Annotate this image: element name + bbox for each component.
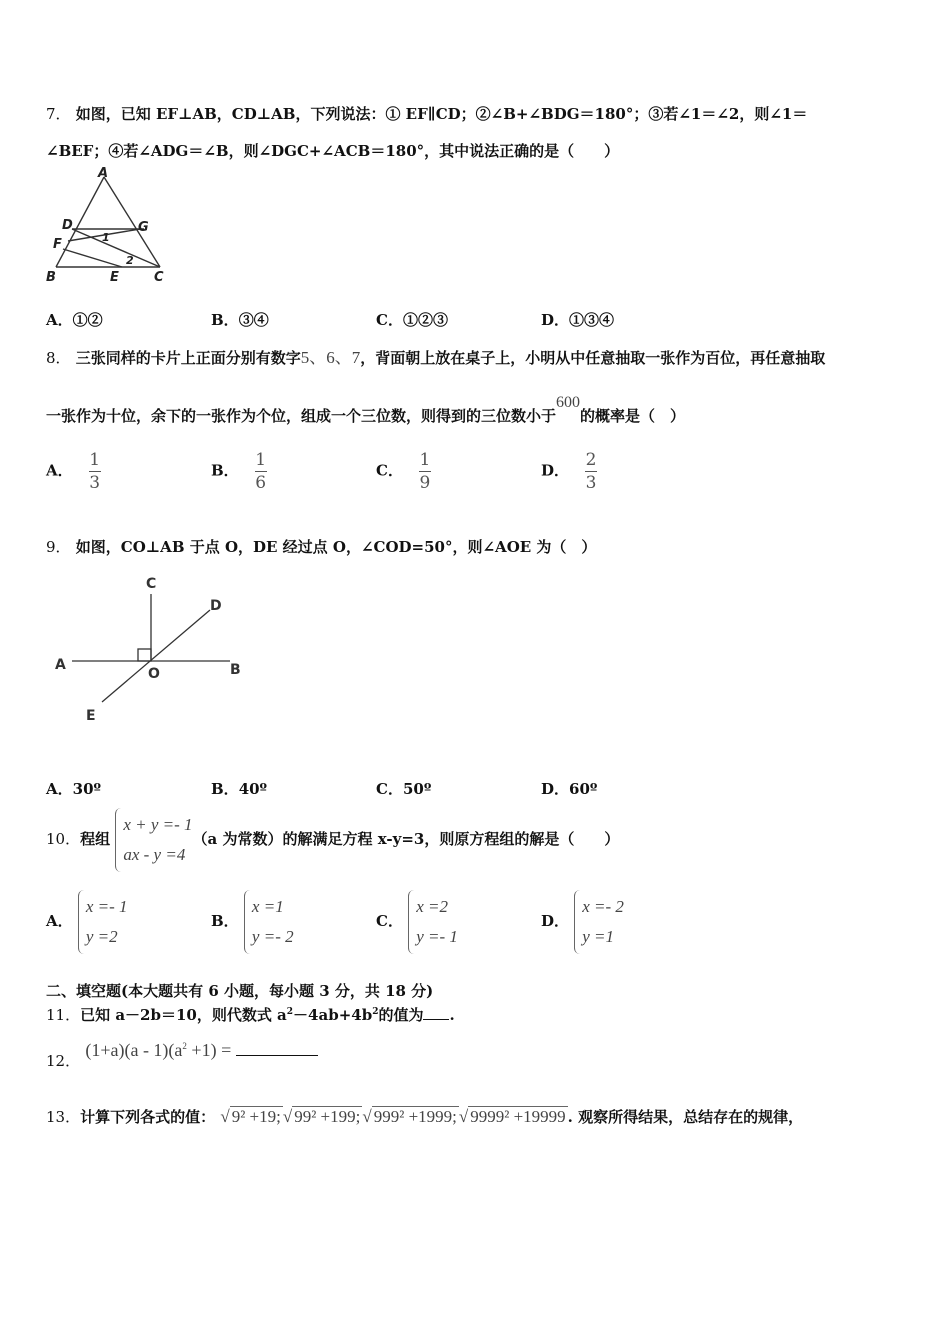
- q10-option-b[interactable]: [211, 890, 294, 954]
- q12-expr-b: +1) =: [186, 1040, 232, 1060]
- q9-stem: 如图，CO⊥AB 于点 O，DE 经过点 O，∠COD=50°，则∠AOE 为（ ）: [75, 538, 597, 556]
- q10-option-c-label: C．: [376, 912, 403, 930]
- q9-option-b[interactable]: [211, 778, 267, 799]
- q8-stem-d: 的概率是（ ）: [580, 407, 686, 425]
- q11-line: [46, 1004, 455, 1025]
- q7-option-b[interactable]: [211, 309, 269, 330]
- q9-label-o: O: [148, 666, 160, 682]
- q9-option-c-label: C．: [376, 780, 403, 798]
- q10-option-a-l2: y =2: [85, 927, 118, 946]
- q7-option-c-text: ①②③: [402, 311, 448, 329]
- q10-option-b-system: [244, 890, 294, 954]
- q9-figure: [50, 572, 250, 727]
- q11-sup1: 2: [286, 1007, 294, 1017]
- q8-option-c-fraction: [419, 450, 431, 493]
- q8-option-b-den: 6: [255, 473, 267, 493]
- q10-eq1: x + y =- 1: [123, 815, 193, 834]
- q9-number: 9．: [46, 538, 71, 556]
- q9-label-d: D: [210, 598, 222, 614]
- q8-option-c-den: 9: [419, 473, 431, 493]
- q11-tail: .: [449, 1006, 455, 1024]
- q10-option-a-l1: x =- 1: [85, 897, 128, 916]
- q10-option-a-label: A．: [46, 912, 73, 930]
- q8-stem-c: 一张作为十位，余下的一张作为个位，组成一个三位数，则得到的三位数小于: [46, 407, 557, 425]
- q8-option-a-fraction: [89, 450, 101, 493]
- q8-stem-a: 三张同样的卡片上正面分别有数字: [75, 349, 301, 367]
- q7-label-1: 1: [102, 231, 110, 244]
- section-2-heading: 二、填空题(本大题共有 6 小题，每小题 3 分，共 18 分): [46, 982, 434, 1000]
- q11-text-a: 已知 a－2b＝10，则代数式 a: [80, 1006, 287, 1024]
- q10-number: 10．: [46, 830, 81, 848]
- q10-option-c[interactable]: [376, 890, 458, 954]
- q13-line: [46, 1106, 803, 1127]
- q9-label-e: E: [86, 708, 96, 724]
- q7-number: 7．: [46, 105, 71, 123]
- q13-root-2: √ 99² +199;: [282, 1107, 361, 1126]
- q12-answer-blank[interactable]: [236, 1055, 318, 1056]
- q10-option-b-label: B．: [211, 912, 239, 930]
- q8-option-d[interactable]: [541, 450, 597, 493]
- q7-option-a-text: ①②: [72, 311, 103, 329]
- q13-number: 13．: [46, 1108, 81, 1126]
- q9-option-c[interactable]: [376, 778, 431, 799]
- q10-option-d-system: [574, 890, 624, 954]
- q7-option-b-label: B．: [211, 311, 239, 329]
- q10-option-b-l2: y =- 2: [251, 927, 294, 946]
- q7-label-e: E: [110, 270, 119, 285]
- q9-option-a[interactable]: [46, 778, 101, 799]
- q7-figure: [44, 167, 174, 287]
- q7-line1: [46, 103, 807, 124]
- q10-prefix: 程组: [80, 830, 111, 848]
- q8-line1: [46, 343, 825, 368]
- q11-number: 11．: [46, 1006, 81, 1024]
- q11-text-c: 的值为: [378, 1006, 424, 1024]
- q10-option-b-l1: x =1: [251, 897, 284, 916]
- q7-label-b: B: [46, 270, 56, 285]
- q8-option-d-num: 2: [585, 450, 597, 470]
- q9-option-d-text: 60º: [569, 780, 598, 798]
- q8-option-c-label: C．: [376, 461, 403, 480]
- q9-option-a-label: A．: [46, 780, 73, 798]
- q8-option-d-label: D．: [541, 461, 570, 480]
- q12-expression: [85, 1040, 231, 1060]
- q8-option-b[interactable]: [211, 450, 267, 493]
- q8-option-a-den: 3: [89, 473, 101, 493]
- q8-digits: 5、6、7: [300, 348, 361, 367]
- q9-option-d[interactable]: [541, 778, 597, 799]
- q9-option-b-label: B．: [211, 780, 239, 798]
- q10-option-d-l2: y =1: [582, 927, 615, 946]
- q7-option-d-label: D．: [541, 311, 570, 329]
- q8-option-c-num: 1: [419, 450, 431, 470]
- q12-sup: 2: [182, 1041, 187, 1051]
- q13-root-4-value: 9999² +19999: [470, 1107, 566, 1126]
- q8-option-a[interactable]: [46, 450, 101, 493]
- q10-option-c-l2: y =- 1: [416, 927, 458, 946]
- q13-text: 计算下列各式的值：: [80, 1108, 216, 1126]
- q9-option-a-text: 30º: [72, 780, 102, 798]
- q9-label-c: C: [146, 576, 157, 592]
- q8-option-d-den: 3: [585, 473, 597, 493]
- q10-system: [115, 808, 192, 872]
- q9-option-c-text: 50º: [402, 780, 432, 798]
- q8-option-a-label: A．: [46, 461, 73, 480]
- q9-line: [46, 536, 596, 557]
- q7-option-c-label: C．: [376, 311, 403, 329]
- q8-option-a-num: 1: [89, 450, 101, 470]
- q13-root-1: √ 9² +19;: [220, 1107, 281, 1126]
- q9-label-a: A: [55, 657, 66, 673]
- q13-root-4: √ 9999² +19999: [458, 1107, 566, 1126]
- q7-label-c: C: [154, 270, 164, 285]
- q8-number: 8．: [46, 349, 71, 367]
- q10-option-d[interactable]: [541, 890, 624, 954]
- q7-option-d[interactable]: [541, 309, 614, 330]
- q11-answer-blank[interactable]: [423, 1019, 449, 1020]
- q10-suffix: （a 为常数）的解满足方程 x-y=3，则原方程组的解是（ ）: [192, 830, 620, 848]
- q10-option-a[interactable]: [46, 890, 128, 954]
- q8-option-b-fraction: [255, 450, 267, 493]
- q8-limit: 600: [556, 394, 581, 411]
- q13-tail: . 观察所得结果，总结存在的规律，: [567, 1108, 804, 1126]
- q10-option-c-l1: x =2: [416, 897, 448, 916]
- q7-label-2: 2: [126, 254, 134, 267]
- q10-option-a-system: [78, 890, 128, 954]
- q10-eq2: ax - y =4: [123, 845, 186, 864]
- q10-option-c-system: [408, 890, 458, 954]
- q7-option-d-text: ①③④: [569, 311, 615, 329]
- q7-option-a[interactable]: [46, 309, 103, 330]
- q12-number: 12．: [46, 1052, 81, 1070]
- q8-stem-b: ，背面朝上放在桌子上，小明从中任意抽取一张作为百位，再任意抽取: [360, 349, 826, 367]
- q10-option-d-label: D．: [541, 912, 570, 930]
- q13-root-1-value: 9² +19;: [231, 1107, 281, 1126]
- q10-line: [46, 808, 619, 872]
- q7-label-g: G: [138, 220, 149, 235]
- q8-option-b-label: B．: [211, 461, 239, 480]
- q8-option-d-fraction: [585, 450, 597, 493]
- q7-line2: [46, 140, 619, 161]
- q13-root-2-value: 99² +199;: [294, 1107, 361, 1126]
- q7-option-b-text: ③④: [238, 311, 269, 329]
- q11-sup2: 2: [372, 1007, 379, 1017]
- q8-option-b-num: 1: [255, 450, 267, 470]
- q7-stem-line1: 如图，已知 EF⊥AB，CD⊥AB，下列说法：① EF∥CD；②∠B+∠BDG＝180°；③若∠1＝∠2，则∠1＝: [75, 105, 808, 123]
- q9-label-b: B: [230, 662, 241, 678]
- q11-text-b: －4ab+4b: [293, 1006, 373, 1024]
- q7-option-c[interactable]: [376, 309, 448, 330]
- q7-option-a-label: A．: [46, 311, 73, 329]
- q7-label-d: D: [62, 218, 73, 233]
- q12-line: [46, 1040, 318, 1070]
- q9-option-b-text: 40º: [238, 780, 268, 798]
- q8-line2: [46, 394, 686, 426]
- q9-option-d-label: D．: [541, 780, 570, 798]
- q7-stem-line2: ∠BEF；④若∠ADG＝∠B，则∠DGC+∠ACB＝180°，其中说法正确的是（ ）: [46, 142, 620, 160]
- q12-expr-a: (1+a)(a - 1)(a: [85, 1040, 183, 1060]
- q7-label-f: F: [53, 237, 62, 252]
- q8-option-c[interactable]: [376, 450, 431, 493]
- q13-root-3: √ 999² +1999;: [362, 1107, 457, 1126]
- q13-root-3-value: 999² +1999;: [373, 1107, 457, 1126]
- q7-label-a: A: [98, 167, 109, 181]
- q10-option-d-l1: x =- 2: [582, 897, 624, 916]
